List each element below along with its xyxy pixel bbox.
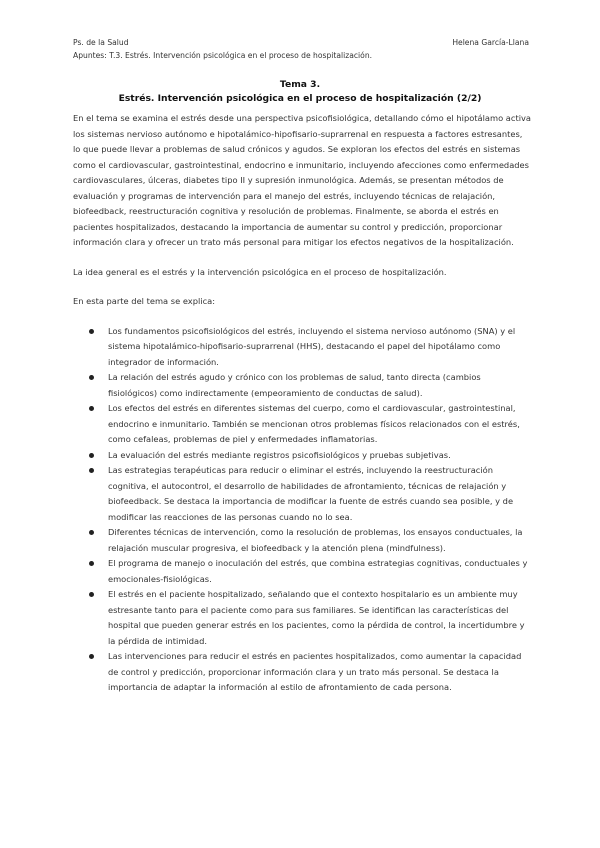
intro-paragraph: En el tema se examina el estrés desde una perspectiva psicofisiológica, detallando cómo el hipotálamo activa los sistemas nervioso autónomo e hipotalámico-hipofisario-suprarrenal en respuesta a factores estresantes, lo que puede llevar a problemas de salud crónicos y agudos. Se exploran los efectos del estrés en sistemas como el cardiovascular, gastrointestinal, endocrino e inmunitario, incluyendo afecciones como enfermedades cardiovasculares, úlceras, diabetes tipo II y supresión inmunológica. Además, se presentan métodos de evaluación y programas de intervención para el manejo del estrés, incluyendo técnicas de relajación, biofeedback, reestructuración cognitiva y resolución de problemas. Finalmente, se aborda el estrés en pacientes hospitalizados, destacando la importancia de aumentar su control y predicción, proporcionar información clara y ofrecer un trato más personal para mitigar los efectos negativos de la hospitalización. [73, 113, 532, 247]
list-item [73, 463, 532, 525]
course-name: Ps. de la Salud [73, 38, 129, 47]
list-item [73, 649, 532, 696]
list-item-text: El estrés en el paciente hospitalizado, señalando que el contexto hospitalario es un ambiente muy estresante tanto para el paciente como para sus familiares. Se identifican las características del hospital que pueden generar estrés en los pacientes, como la pérdida de control, la incertidumbre y la pérdida de intimidad. [108, 589, 525, 646]
list-item-text: El programa de manejo o inoculación del estrés, que combina estrategias cognitivas, conductuales y emocionales-fisiológicas. [108, 558, 528, 584]
list-item [73, 401, 532, 448]
page-header [73, 36, 529, 62]
bullet-icon [89, 654, 94, 659]
list-item-text: Las estrategias terapéuticas para reducir o eliminar el estrés, incluyendo la reestructuración cognitiva, el autocontrol, el desarrollo de habilidades de afrontamiento, técnicas de relajación y biofeedback. Se destaca la importancia de modificar la fuente de estrés cuando sea posible, y de modificar las reacciones de las personas cuando no lo sea. [108, 465, 514, 522]
list-item-text: Diferentes técnicas de intervención, como la resolución de problemas, los ensayos conductuales, la relajación muscular progresiva, el biofeedback y la atención plena (mindfulness). [108, 527, 523, 553]
list-item [73, 587, 532, 649]
list-item [73, 556, 532, 587]
idea-paragraph: La idea general es el estrés y la intervención psicológica en el proceso de hospitalización. [73, 266, 447, 277]
document-title [60, 78, 540, 106]
bullet-list [73, 324, 532, 696]
list-item [73, 370, 532, 401]
bullet-icon [89, 592, 94, 597]
bullet-icon [89, 329, 94, 334]
explica-paragraph: En esta parte del tema se explica: [73, 296, 216, 306]
bullet-icon [89, 406, 94, 411]
author-name: Helena García-Llana [452, 38, 529, 47]
bullet-icon [89, 375, 94, 380]
document-body [73, 111, 532, 696]
list-item-text: Las intervenciones para reducir el estrés en pacientes hospitalizados, como aumentar la capacidad de control y predicción, proporcionar información clara y un trato más personal. Se destaca la importancia de adaptar la información al estilo de afrontamiento de cada persona. [108, 651, 522, 692]
bullet-icon [89, 453, 94, 458]
list-item-text: Los efectos del estrés en diferentes sistemas del cuerpo, como el cardiovascular, gastrointestinal, endocrino e inmunitario. También se mencionan otros problemas físicos relacionados con el estrés, como cefaleas, problemas de piel y enfermedades inflamatorias. [108, 403, 520, 444]
list-item [73, 525, 532, 556]
bullet-icon [89, 561, 94, 566]
list-item-text: La relación del estrés agudo y crónico con los problemas de salud, tanto directa (cambios fisiológicos) como indirectamente (empeoramiento de conductas de salud). [108, 372, 481, 398]
title-line-2: Estrés. Intervención psicológica en el proceso de hospitalización (2/2) [118, 93, 482, 104]
list-item [73, 448, 532, 464]
list-item-text: La evaluación del estrés mediante registros psicofisiológicos y pruebas subjetivas. [108, 449, 451, 460]
title-line-1: Tema 3. [279, 79, 321, 90]
bullet-icon [89, 468, 94, 473]
list-item-text: Los fundamentos psicofisiológicos del estrés, incluyendo el sistema nervioso autónomo (SNA) y el sistema hipotalámico-hipofisario-suprarrenal (HHS), destacando el papel del hipotálamo como integrador de información. [108, 325, 516, 367]
bullet-icon [89, 530, 94, 535]
notes-label: Apuntes: T.3. Estrés. Intervención psicológica en el proceso de hospitalización. [73, 51, 373, 60]
list-item [73, 324, 532, 371]
